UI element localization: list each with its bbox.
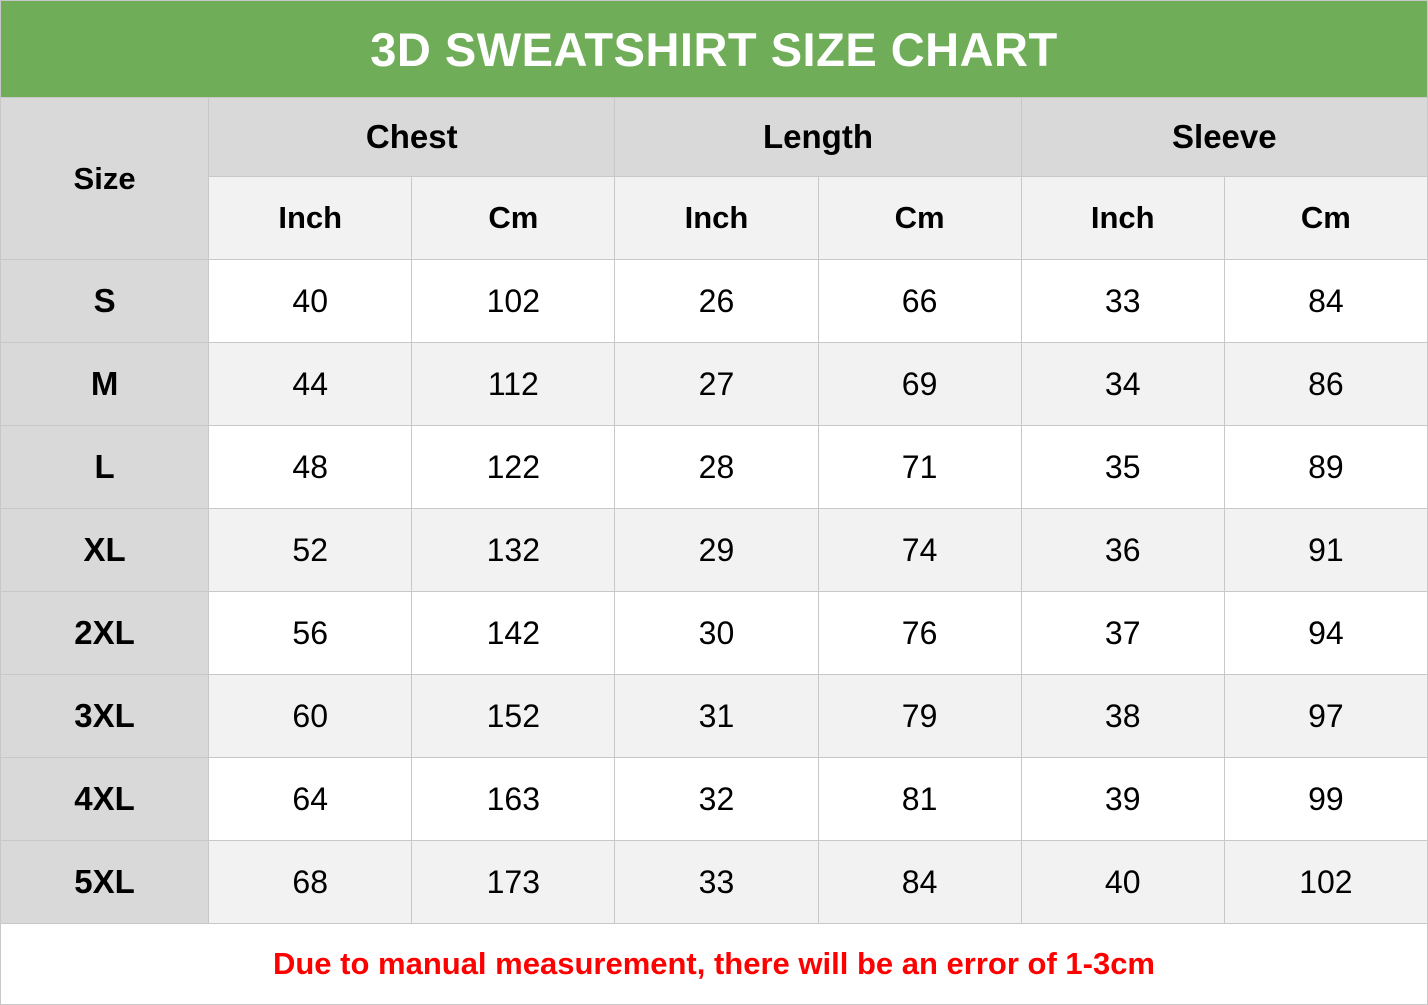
page-title: 3D SWEATSHIRT SIZE CHART <box>1 1 1428 98</box>
size-label: 2XL <box>1 592 209 675</box>
cell-sleeve-inch: 37 <box>1021 592 1224 675</box>
cell-sleeve-inch: 39 <box>1021 758 1224 841</box>
cell-length-cm: 81 <box>818 758 1021 841</box>
cell-chest-cm: 163 <box>412 758 615 841</box>
table-row <box>1 260 1428 343</box>
cell-length-inch: 32 <box>615 758 818 841</box>
cell-length-inch: 26 <box>615 260 818 343</box>
size-label: 3XL <box>1 675 209 758</box>
cell-length-inch: 28 <box>615 426 818 509</box>
column-group-length: Length <box>615 98 1021 177</box>
unit-header-chest-inch: Inch <box>209 177 412 260</box>
measurement-note: Due to manual measurement, there will be an error of 1-3cm <box>1 924 1428 1005</box>
cell-sleeve-cm: 102 <box>1224 841 1427 924</box>
cell-length-cm: 76 <box>818 592 1021 675</box>
cell-sleeve-inch: 33 <box>1021 260 1224 343</box>
unit-header-sleeve-inch: Inch <box>1021 177 1224 260</box>
cell-chest-inch: 40 <box>209 260 412 343</box>
cell-length-cm: 74 <box>818 509 1021 592</box>
cell-length-inch: 30 <box>615 592 818 675</box>
unit-header-chest-cm: Cm <box>412 177 615 260</box>
cell-sleeve-cm: 94 <box>1224 592 1427 675</box>
size-label: L <box>1 426 209 509</box>
size-label: M <box>1 343 209 426</box>
cell-sleeve-cm: 86 <box>1224 343 1427 426</box>
cell-sleeve-cm: 99 <box>1224 758 1427 841</box>
cell-length-cm: 66 <box>818 260 1021 343</box>
unit-header-length-inch: Inch <box>615 177 818 260</box>
cell-sleeve-inch: 35 <box>1021 426 1224 509</box>
column-group-chest: Chest <box>209 98 615 177</box>
cell-length-cm: 69 <box>818 343 1021 426</box>
cell-chest-inch: 56 <box>209 592 412 675</box>
cell-length-cm: 71 <box>818 426 1021 509</box>
cell-chest-inch: 68 <box>209 841 412 924</box>
unit-header-length-cm: Cm <box>818 177 1021 260</box>
cell-sleeve-inch: 38 <box>1021 675 1224 758</box>
table-row <box>1 343 1428 426</box>
cell-sleeve-cm: 89 <box>1224 426 1427 509</box>
cell-chest-cm: 173 <box>412 841 615 924</box>
cell-length-inch: 27 <box>615 343 818 426</box>
size-label: S <box>1 260 209 343</box>
note-row <box>1 924 1428 1005</box>
cell-chest-inch: 52 <box>209 509 412 592</box>
cell-chest-inch: 44 <box>209 343 412 426</box>
title-row <box>1 1 1428 98</box>
column-header-size: Size <box>1 98 209 260</box>
cell-length-inch: 33 <box>615 841 818 924</box>
cell-length-inch: 31 <box>615 675 818 758</box>
cell-chest-inch: 48 <box>209 426 412 509</box>
size-label: 5XL <box>1 841 209 924</box>
table-row <box>1 758 1428 841</box>
cell-chest-inch: 60 <box>209 675 412 758</box>
cell-chest-cm: 102 <box>412 260 615 343</box>
cell-chest-inch: 64 <box>209 758 412 841</box>
size-label: 4XL <box>1 758 209 841</box>
cell-sleeve-cm: 91 <box>1224 509 1427 592</box>
table-row <box>1 841 1428 924</box>
unit-header-sleeve-cm: Cm <box>1224 177 1427 260</box>
cell-sleeve-cm: 84 <box>1224 260 1427 343</box>
table-row <box>1 509 1428 592</box>
cell-length-cm: 84 <box>818 841 1021 924</box>
cell-chest-cm: 132 <box>412 509 615 592</box>
cell-length-inch: 29 <box>615 509 818 592</box>
group-header-row <box>1 98 1428 177</box>
size-label: XL <box>1 509 209 592</box>
table-row <box>1 426 1428 509</box>
table-row <box>1 592 1428 675</box>
table-row <box>1 675 1428 758</box>
cell-length-cm: 79 <box>818 675 1021 758</box>
cell-sleeve-cm: 97 <box>1224 675 1427 758</box>
cell-chest-cm: 142 <box>412 592 615 675</box>
cell-sleeve-inch: 40 <box>1021 841 1224 924</box>
column-group-sleeve: Sleeve <box>1021 98 1427 177</box>
cell-chest-cm: 122 <box>412 426 615 509</box>
cell-sleeve-inch: 36 <box>1021 509 1224 592</box>
cell-sleeve-inch: 34 <box>1021 343 1224 426</box>
cell-chest-cm: 152 <box>412 675 615 758</box>
cell-chest-cm: 112 <box>412 343 615 426</box>
unit-header-row <box>1 177 1428 260</box>
